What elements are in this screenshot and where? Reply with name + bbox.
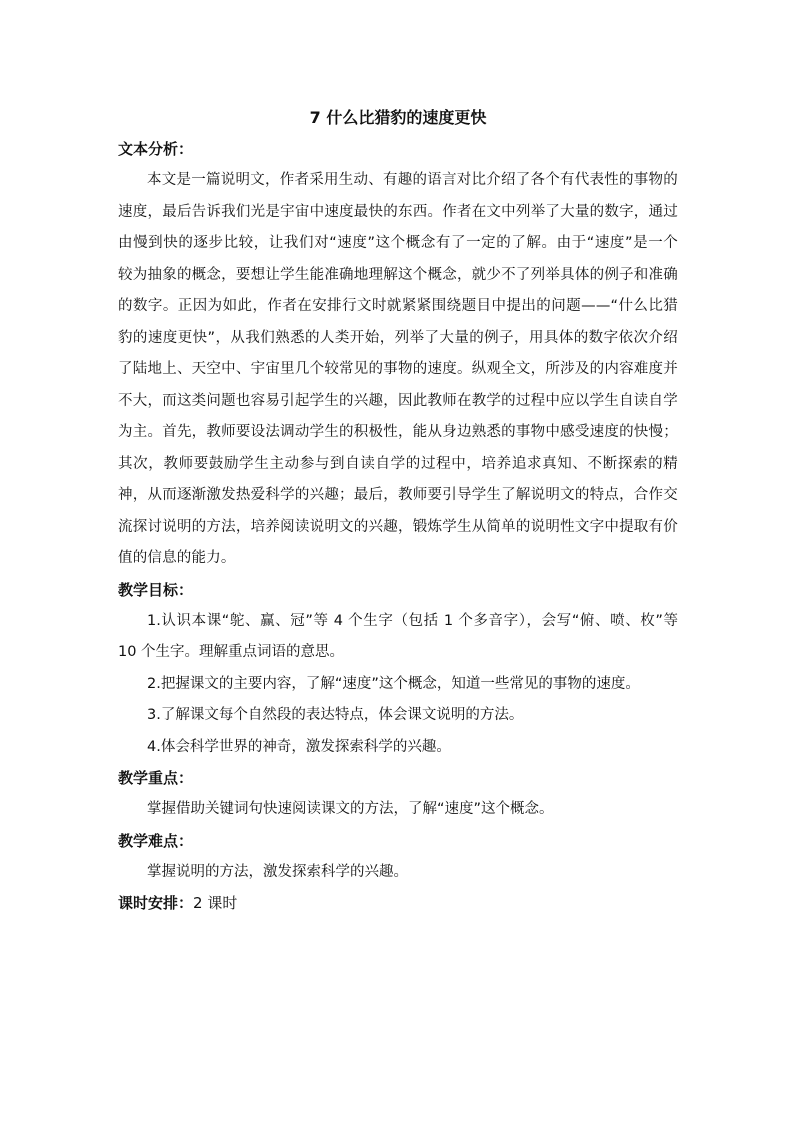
teaching-difficulties-body: 掌握说明的方法，激发探索科学的兴趣。 [147,863,408,880]
teaching-key-points-heading: 教学重点： [118,769,194,787]
document-title: 7 什么比猎豹的速度更快 [309,108,487,127]
objective-item-4: 4.体会科学世界的神奇，激发探索科学的兴趣。 [147,738,451,755]
teaching-key-points-body: 掌握借助关键词句快速阅读课文的方法，了解“速度”这个概念。 [147,801,554,817]
class-schedule-value: 2 课时 [193,894,238,912]
text-analysis-body: 本文是一篇说明文，作者采用生动、有趣的语言对比介绍了各个有代表性的事物的速度，最后告诉我们光是宇宙中速度最快的东西。作者在文中列举了大量的数字，通过由慢到快的逐步比较，让我们对“速度”这个概念有了一定的了解。由于“速度”是一个较为抽象的概念，要想让学生能准确地理解这个概念，就少不了列举具体的例子和准确的数字。正因为如此，作者在安排行文时就紧紧围绕题目中提出的问题——“什么比猎豹的速度更快”，从我们熟悉的人类开始，列举了大量的例子，用具体的数字依次介绍了陆地上、天空中、宇宙里几个较常见的事物的速度。纵观全文，所涉及的内容难度并不大，而这类问题也容易引起学生的兴趣，因此教师在教学的过程中应以学生自读自学为主。首先，教师要设法调动学生的积极性，能从身边熟悉的事物中感受速度的快慢；其次，教师要鼓励学生主动参与到自读自学的过程中，培养追求真知、不断探索的精神，从而逐渐激发热爱科学的兴趣；最后，教师要引导学生了解说明文的特点，合作交流探讨说明的方法，培养阅读说明文的兴趣，锻炼学生从简单的说明性文字中提取有价值的信息的能力。 [118,172,678,566]
objective-item-1: 1.认识本课“鸵、赢、冠”等 4 个生字（包括 1 个多音字），会写“俯、喷、枚”等 10 个生字。理解重点词语的意思。 [118,612,678,660]
class-schedule-label: 课时安排： [118,894,194,912]
document-page [118,104,678,919]
teaching-difficulties-section [118,826,678,889]
teaching-objectives-heading: 教学目标： [118,580,194,599]
text-analysis-section [118,134,678,575]
teaching-difficulties-heading: 教学难点： [118,831,194,850]
objective-item-3: 3.了解课文每个自然段的表达特点，体会课文说明的方法。 [147,707,524,723]
objective-item-2: 2.把握课文的主要内容，了解“速度”这个概念，知道一些常见的事物的速度。 [147,675,640,692]
teaching-key-points-section [118,763,678,826]
class-schedule [118,888,678,919]
teaching-objectives-section [118,575,678,764]
text-analysis-heading: 文本分析： [118,140,194,158]
